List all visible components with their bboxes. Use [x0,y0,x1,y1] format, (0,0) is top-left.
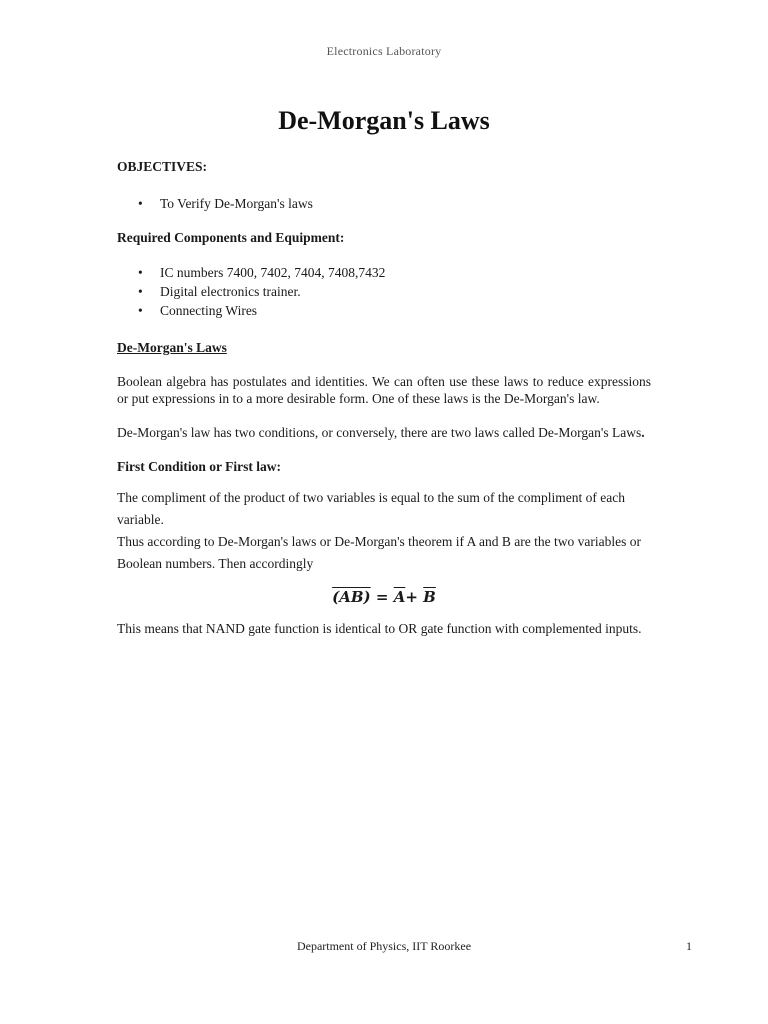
first-law-heading: First Condition or First law: [117,459,281,474]
objectives-heading: OBJECTIVES: [117,159,208,174]
list-item: • IC numbers 7400, 7402, 7404, 7408,7432 [117,263,651,282]
running-header: Electronics Laboratory [326,44,442,58]
conditions-text: De-Morgan's law has two conditions, or conversely, there are two laws called De-Morgan's Laws [117,425,642,440]
components-heading: Required Components and Equipment: [117,230,345,245]
components-list [117,263,651,320]
first-law-definition: The compliment of the product of two variables is equal to the sum of the compliment of each variable. [117,490,625,527]
list-item: • Digital electronics trainer. [117,282,651,301]
first-law-explanation: Thus according to De-Morgan's laws or De-Morgan's theorem if A and B are the two variables or Boolean numbers. Then accordingly [117,534,641,571]
intro-paragraph: Boolean algebra has postulates and identities. We can often use these laws to reduce expressions or put expressions in to a more desirable form. One of these laws is the De-Morgan's law. [117,374,651,406]
de-morgan-laws-heading: De-Morgan's Laws [117,340,227,355]
list-item: • Connecting Wires [117,301,651,320]
objectives-list [117,194,651,213]
document-body [117,158,651,637]
de-morgan-formula [117,589,651,606]
conditions-period: . [641,425,645,440]
conditions-paragraph [117,424,651,441]
footer-department: Department of Physics, IIT Roorkee [296,939,472,953]
formula-b-complement: $\overline{B}$ [423,588,436,606]
formula-lhs: (AB) [332,588,371,606]
nand-paragraph: This means that NAND gate function is identical to OR gate function with complemented inputs. [117,621,642,636]
formula-equals: = [375,588,389,606]
page-number: 1 [686,939,692,953]
list-item: • To Verify De-Morgan's laws [117,194,651,213]
formula-plus: + [405,588,418,606]
formula-a-complement: $\overline{A}$ [393,588,406,606]
page-title: De-Morgan's Laws [278,106,490,135]
